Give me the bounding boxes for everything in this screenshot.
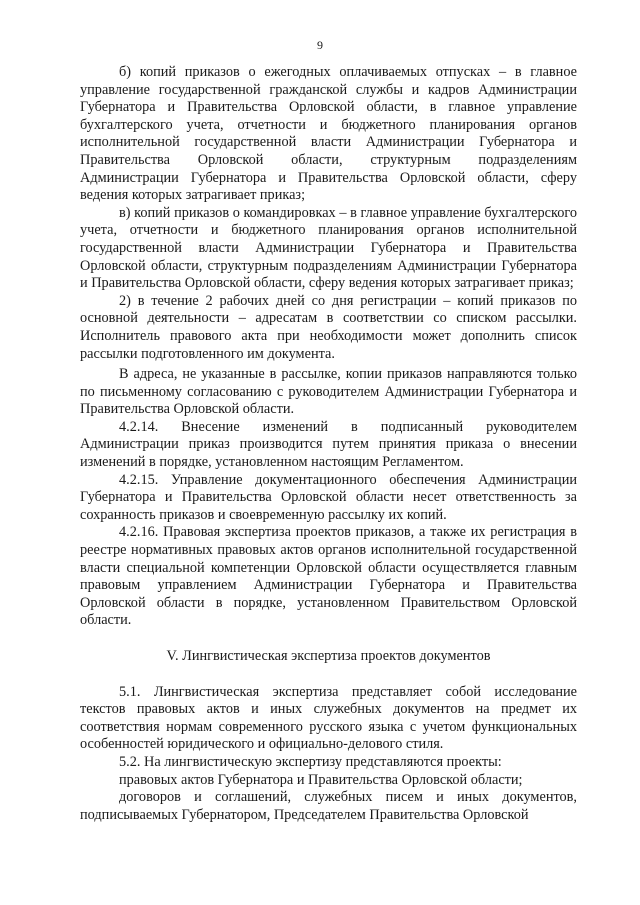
paragraph-agreements: договоров и соглашений, служебных писем и иных документов, подписываемых Губернатором, Председателем Правительства Орловской bbox=[80, 789, 577, 823]
paragraph-4-2-16: 4.2.16. Правовая экспертиза проектов приказов, а также их регистрация в реестре нормативных правовых актов органов исполнительной государственной власти специальной компетенции Орловской области осуществляется главным правовым управлением Администрации Губернатора и Правительства Орловской области в порядке, установленном Правительством Орловской области. bbox=[80, 524, 577, 629]
page-number: 9 bbox=[317, 38, 323, 52]
paragraph-5-2: 5.2. На лингвистическую экспертизу представляются проекты: bbox=[119, 753, 502, 770]
paragraph-legal-acts: правовых актов Губернатора и Правительства Орловской области; bbox=[119, 771, 523, 788]
section-heading: V. Лингвистическая экспертиза проектов документов bbox=[166, 648, 491, 664]
paragraph-main-activity-orders: 2) в течение 2 рабочих дней со дня регистрации – копий приказов по основной деятельности – адресатам в соответствии со списком рассылки. Исполнитель правового акта при необходимости может дополнить список рассылки подготовленного им документа. bbox=[80, 292, 577, 362]
paragraph-business-trip-orders: в) копий приказов о командировках – в главное управление бухгалтерского учета, отчетности и бюджетного планирования органов исполнительной государственной власти Администрации Губернатора и Правительства Орловской области, структурным подразделениям Администрации Губернатора и Правительства Орловской области, сферу ведения которых затрагивает приказ; bbox=[80, 204, 577, 292]
paragraph-unlisted-addresses: В адреса, не указанные в рассылке, копии приказов направляются только по письменному согласованию с руководителем Администрации Губернатора и Правительства Орловской области. bbox=[80, 366, 577, 418]
paragraph-4-2-14: 4.2.14. Внесение изменений в подписанный руководителем Администрации приказ производится путем принятия приказа о внесении изменений в порядке, установленном настоящим Регламентом. bbox=[80, 418, 577, 471]
paragraph-vacation-orders: б) копий приказов о ежегодных оплачиваемых отпусках – в главное управление государственной гражданской службы и кадров Администрации Губернатора и Правительства Орловской области, в главное управление бухгалтерского учета, отчетности и бюджетного планирования органов исполнительной государственной власти Администрации Губернатора и Правительства Орловской области, структурным подразделениям Администрации Губернатора и Правительства Орловской области, сферу ведения которых затрагивает приказ; bbox=[80, 64, 577, 204]
document-body bbox=[80, 64, 577, 824]
paragraph-4-2-15: 4.2.15. Управление документационного обеспечения Администрации Губернатора и Правительства Орловской области несет ответственность за сохранность приказов и своевременную рассылку их копий. bbox=[80, 471, 577, 523]
paragraph-5-1: 5.1. Лингвистическая экспертиза представляет собой исследование текстов правовых актов и иных служебных документов на предмет их соответствия нормам современного русского языка с учетом функциональных особенностей юридического и официально-делового стиля. bbox=[80, 683, 577, 753]
